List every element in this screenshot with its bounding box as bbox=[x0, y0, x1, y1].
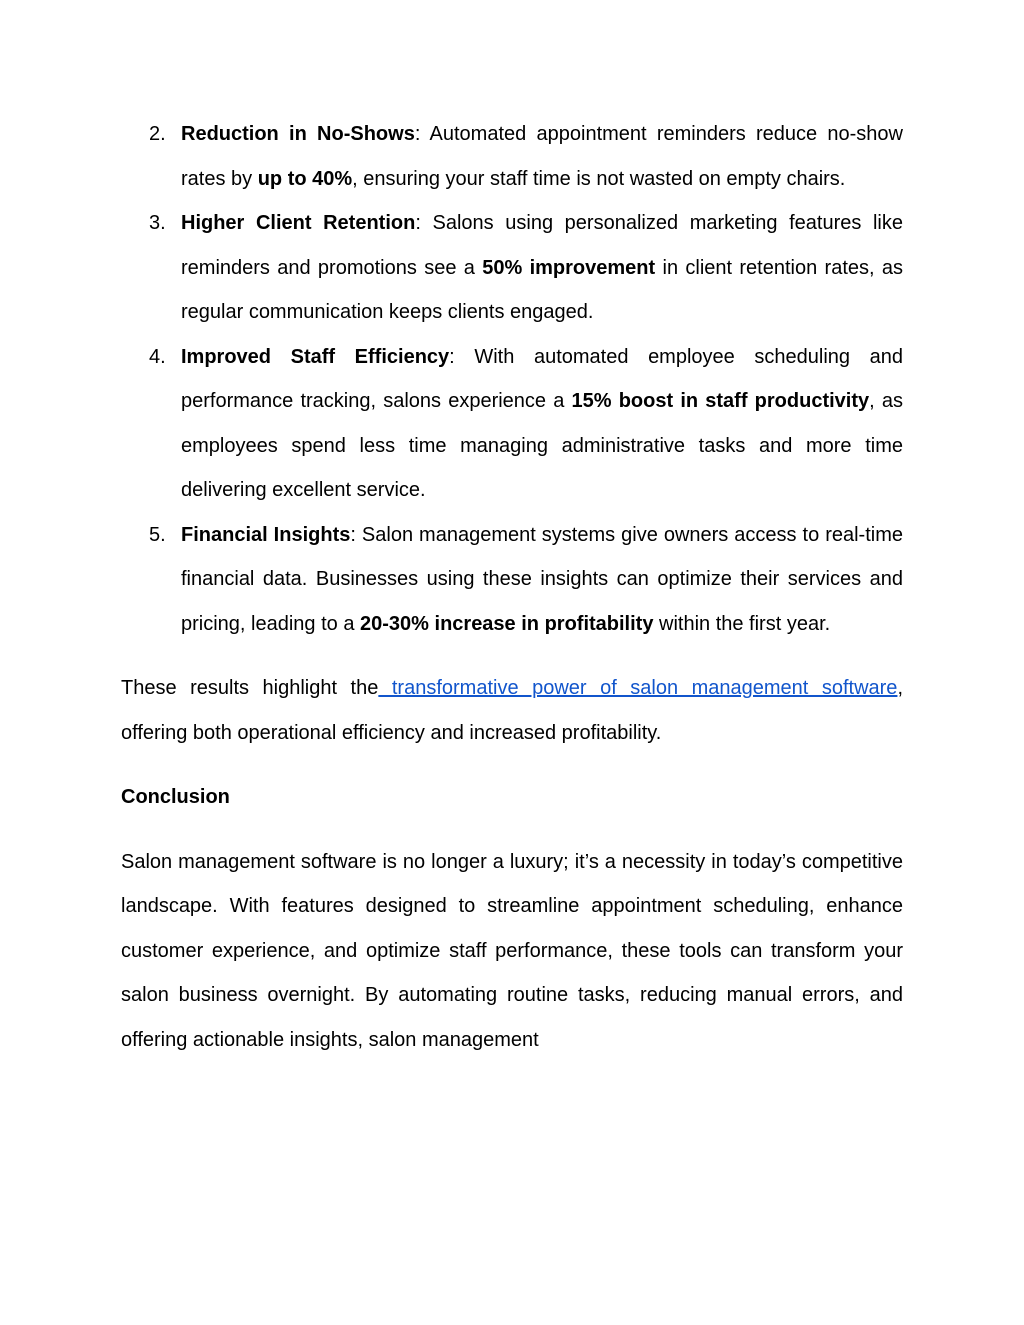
list-item-title: Financial Insights bbox=[181, 523, 351, 546]
summary-text: These results highlight the bbox=[121, 677, 379, 699]
conclusion-paragraph: Salon management software is no longer a luxury; it’s a necessity in today’s competitive landscape. With features designed to streamline appointment scheduling, enhance customer experience, and optimize staff performance, these tools can transform your salon business overnight. By automating routine tasks, reducing manual errors, and offering actionable insights, salon management bbox=[121, 850, 903, 1051]
salon-software-link[interactable]: transformative power of salon management software bbox=[378, 677, 898, 699]
list-item-text: : With automated employee scheduling and performance tracking, salons experience a bbox=[181, 345, 903, 412]
list-item-financial-insights bbox=[121, 513, 903, 647]
list-item-text: within the first year. bbox=[653, 612, 831, 635]
list-item-highlight: 20-30% increase in profitability bbox=[360, 612, 654, 635]
list-item-text: in client retention rates, as regular communication keeps clients engaged. bbox=[181, 256, 904, 323]
list-item-text: , as employees spend less time managing administrative tasks and more time delivering excellent service. bbox=[181, 390, 903, 501]
list-item-title: Improved Staff Efficiency bbox=[181, 345, 450, 368]
list-item-client-retention bbox=[121, 201, 903, 335]
list-item-title: Reduction in No-Shows bbox=[181, 123, 415, 145]
list-item-text: : Automated appointment reminders reduce no-show rates by bbox=[181, 123, 903, 190]
conclusion-heading: Conclusion bbox=[121, 786, 230, 808]
summary-paragraph bbox=[121, 666, 903, 755]
list-number: 2. bbox=[149, 123, 166, 145]
list-item-highlight: up to 40% bbox=[257, 167, 353, 190]
list-number: 5. bbox=[149, 523, 166, 546]
list-number: 4. bbox=[149, 345, 166, 368]
page-content bbox=[121, 112, 903, 1062]
list-item-no-shows bbox=[121, 112, 903, 201]
list-item-highlight: 50% improvement bbox=[482, 256, 656, 279]
list-item-staff-efficiency bbox=[121, 335, 903, 513]
list-item-text: , ensuring your staff time is not wasted on empty chairs. bbox=[352, 167, 846, 190]
list-item-title: Higher Client Retention bbox=[181, 212, 416, 234]
list-item-text: : Salon management systems give owners access to real-time financial data. Businesses using these insights can optimize their services and pricing, leading to a bbox=[181, 523, 903, 635]
list-item-text: : Salons using personalized marketing features like reminders and promotions see a bbox=[181, 212, 903, 279]
list-number: 3. bbox=[149, 212, 166, 234]
list-item-highlight: 15% boost in staff productivity bbox=[571, 390, 870, 412]
results-list bbox=[121, 112, 903, 646]
summary-text: , offering both operational efficiency and increased profitability. bbox=[121, 677, 903, 744]
